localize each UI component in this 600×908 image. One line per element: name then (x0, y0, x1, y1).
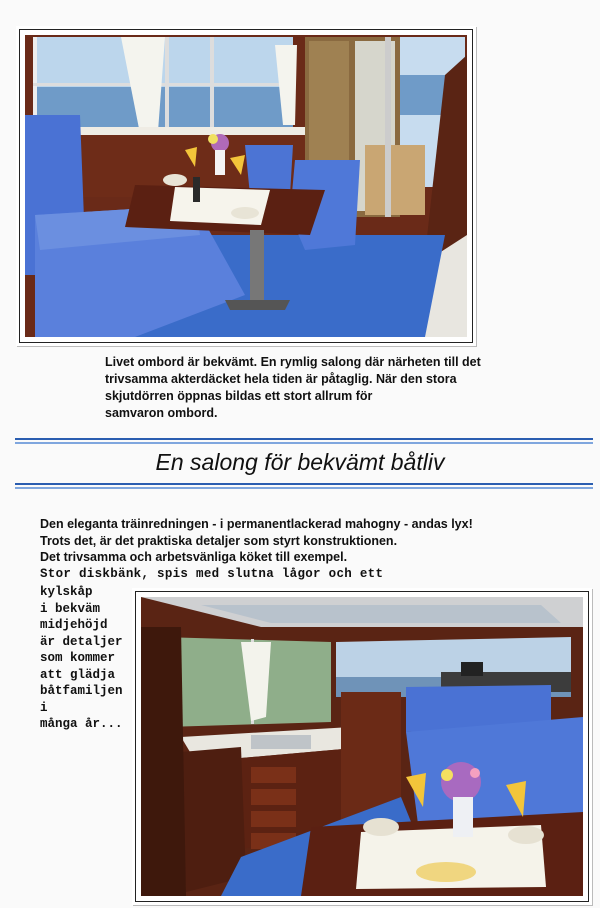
caption-line: samvaron ombord. (105, 406, 218, 420)
body-line: Det trivsamma och arbetsvänliga köket till exempel. (40, 550, 348, 564)
top-photo-frame (19, 29, 473, 343)
body-text-wrapped (40, 584, 132, 733)
photo-caption (105, 354, 525, 422)
body-line: är detaljer (40, 634, 123, 649)
body-line: många år... (40, 717, 123, 731)
bottom-photo-frame (135, 591, 589, 902)
body-line: att glädja (40, 667, 116, 682)
caption-line: trivsamma akterdäcket hela tiden är påtaglig. När den stora (105, 372, 457, 386)
galley-interior-photo (141, 597, 583, 896)
body-line: båtfamiljen i (40, 684, 123, 715)
section-divider-bottom (15, 483, 593, 490)
body-line: i bekväm (40, 601, 101, 616)
section-divider-top (15, 438, 593, 445)
caption-line: skjutdörren öppnas bildas ett stort allrum för (105, 389, 373, 403)
body-line: midjehöjd (40, 618, 108, 632)
section-heading: En salong för bekvämt båtliv (155, 449, 445, 475)
body-text (40, 516, 560, 582)
salon-interior-photo (25, 35, 467, 337)
body-line: Trots det, är det praktiska detaljer som styrt konstruktionen. (40, 533, 398, 548)
caption-line: Livet ombord är bekvämt. En rymlig salong där närheten till det (105, 355, 481, 369)
body-line: Den eleganta träinredningen - i permanentlackerad mahogny - andas lyx! (40, 517, 473, 531)
body-line: som kommer (40, 651, 116, 665)
body-line: kylskåp (40, 585, 93, 599)
body-line: Stor diskbänk, spis med slutna lågor och ett (40, 566, 384, 581)
